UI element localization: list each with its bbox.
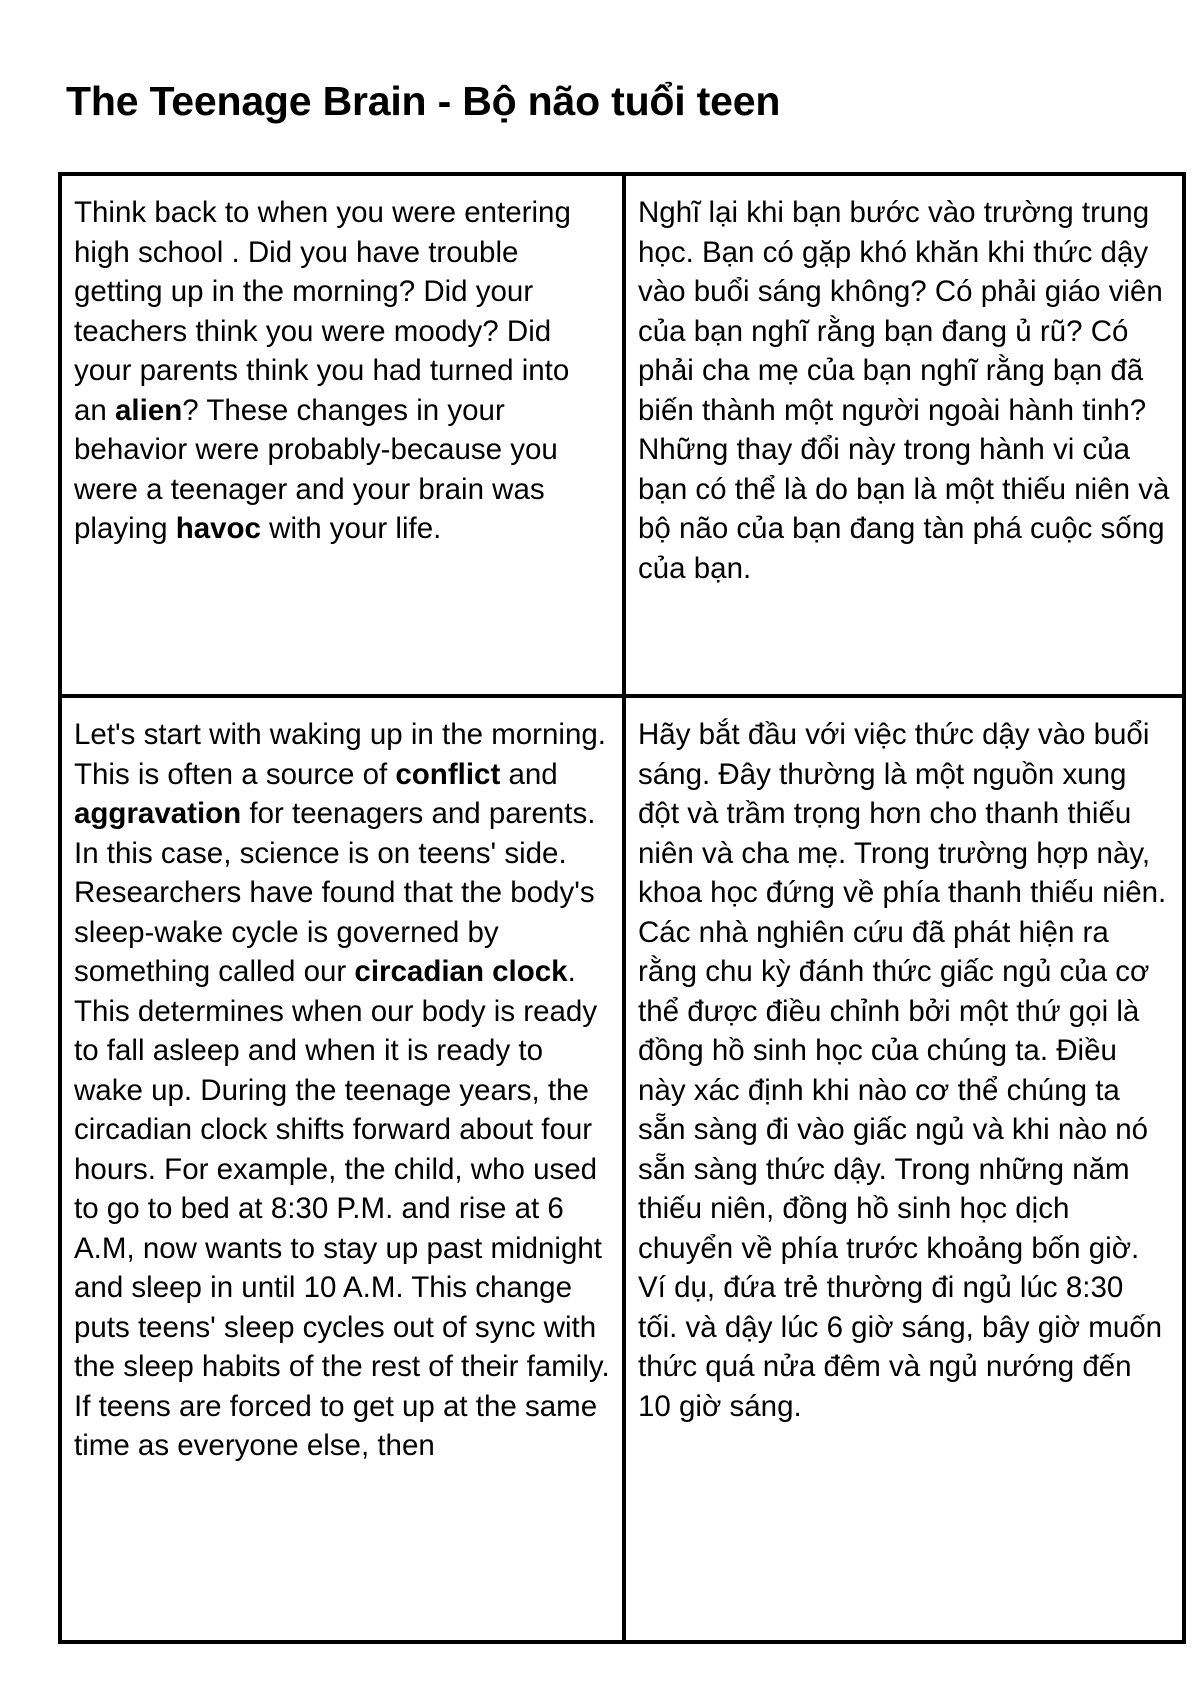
bold-term: circadian clock bbox=[354, 955, 568, 988]
bilingual-table bbox=[58, 172, 1186, 1644]
table-row bbox=[60, 696, 1184, 1642]
text-segment: with your life. bbox=[260, 512, 442, 545]
table-row bbox=[60, 174, 1184, 696]
english-cell bbox=[60, 174, 624, 696]
page-title: The Teenage Brain - Bộ não tuổi teen bbox=[66, 78, 781, 124]
text-segment: Think back to when you were entering high school . Did you have trouble getting up in the morning? Did your teachers think you were moody? Did your parents think you had turned into an bbox=[74, 196, 571, 427]
text-segment: Let's start with waking up in the morning. This is often a source of bbox=[74, 718, 606, 791]
vietnamese-cell bbox=[624, 696, 1184, 1642]
text-segment: and bbox=[500, 757, 558, 791]
text-segment: . This determines when our body is ready to fall asleep and when it is ready to wake up. During the teenage years, the circadian clock shifts forward about four hours. For example, the child, who used to go to bed at 8:30 P.M. and rise at 6 A.M, now wants to stay up past midnight and sleep in until 10 A.M. This change puts teens' sleep cycles out of sync with the sleep habits of the rest of their family. If teens are forced to get up at the same time as everyone else, then bbox=[74, 955, 610, 1462]
bold-term: conflict bbox=[395, 757, 501, 791]
text-segment: for teenagers and parents. In this case, science is on teens' side. Researchers have found that the body's sleep-wake cycle is governed by something called our bbox=[74, 797, 596, 988]
bold-term: havoc bbox=[175, 512, 261, 545]
text-segment: Hãy bắt đầu với việc thức dậy vào buổi sáng. Đây thường là một nguồn xung đột và trầm trọng hơn cho thanh thiếu niên và cha mẹ. Trong trường hợp này, khoa học đứng về phía thanh thiếu niên. Các nhà nghiên cứu đã phát hiện ra rằng chu kỳ đánh thức giấc ngủ của cơ thể được điều chỉnh bởi một thứ gọi là đồng hồ sinh học của chúng ta. Điều này xác định khi nào cơ thể chúng ta sẵn sàng đi vào giấc ngủ và khi nào nó sẵn sàng thức dậy. Trong những năm thiếu niên, đồng hồ sinh học dịch chuyển về phía trước khoảng bốn giờ. Ví dụ, đứa trẻ thường đi ngủ lúc 8:30 tối. và dậy lúc 6 giờ sáng, bây giờ muốn thức quá nửa đêm và ngủ nướng đến 10 giờ sáng. bbox=[638, 718, 1167, 1423]
bold-term: aggravation bbox=[74, 797, 242, 830]
bold-term: alien bbox=[115, 393, 183, 427]
english-cell bbox=[60, 696, 624, 1642]
text-segment: Nghĩ lại khi bạn bước vào trường trung học. Bạn có gặp khó khăn khi thức dậy vào buổi sáng không? Có phải giáo viên của bạn nghĩ rằng bạn đang ủ rũ? Có phải cha mẹ của bạn nghĩ rằng bạn đã biến thành một người ngoài hành tinh? Những thay đổi này trong hành vi của bạn có thể là do bạn là một thiếu niên và bộ não của bạn đang tàn phá cuộc sống của bạn. bbox=[638, 196, 1170, 585]
text-segment: ? These changes in your behavior were probably-because you were a teenager and your brain was playing bbox=[74, 393, 558, 545]
vietnamese-cell bbox=[624, 174, 1184, 696]
